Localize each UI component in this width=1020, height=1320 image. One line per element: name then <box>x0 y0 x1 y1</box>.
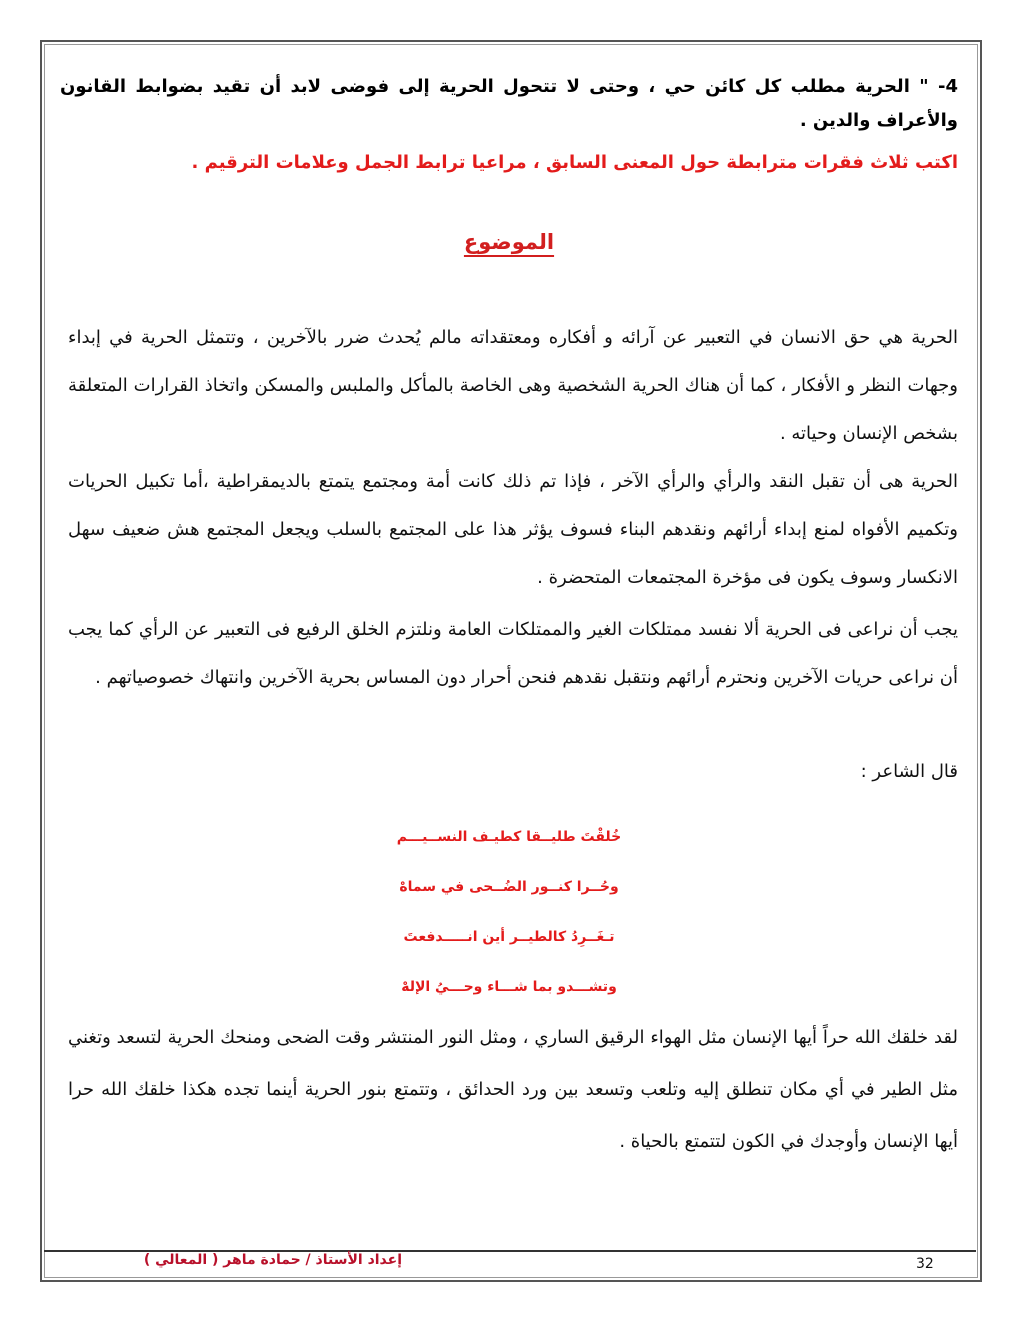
instruction-text: اكتب ثلاث فقرات مترابطة حول المعنى السابق ، مراعيا ترابط الجمل وعلامات الترقيم . <box>191 152 958 173</box>
poem <box>60 812 958 1012</box>
poem-line-4: وتشـــدو بما شـــاء وحـــيُ الإلهْ <box>401 979 617 995</box>
poem-line-3: تـغَــرِدُ كالطيــر أين انـــــدفعتَ <box>403 929 615 945</box>
essay-paragraph-4: لقد خلقك الله حراً أيها الإنسان مثل الهواء الرقيق الساري ، ومثل النور المنتشر وقت الضحى ومنحك الحرية لتسعد وتغني مثل الطير في أي مكان تنطلق إليه وتلعب وتسعد بين ورد الحدائق ، وتتمتع بنور الحرية أينما تجده هكذا خلقك الله حرا أيها الإنسان وأوجدك في الكون لتتمتع بالحياة . <box>68 1027 958 1152</box>
poem-line-1: خُلقْتَ طليــقا كطيـف النســيـــم <box>396 829 622 845</box>
essay-paragraph-1: الحرية هي حق الانسان في التعبير عن آرائه و أفكاره ومعتقداته مالم يُحدث ضرر بالآخرين ، وتتمثل الحرية في إبداء وجهات النظر و الأفكار ، كما أن هناك الحرية الشخصية وهى الخاصة بالمأكل والملبس والمسكن واتخاذ القرارات المتعلقة بشخص الإنسان وحياته . <box>68 327 958 444</box>
page-number: 32 <box>916 1256 934 1272</box>
author-credit: إعداد الأستاذ / حمادة ماهر ( المعالي ) <box>143 1252 402 1268</box>
poem-line-2: وحُــرا كنــور الضُــحى في سماهْ <box>399 879 619 895</box>
question-text: 4- " الحرية مطلب كل كائن حي ، وحتى لا تتحول الحرية إلى فوضى لابد أن تقيد بضوابط القانون والأعراف والدين . <box>60 76 958 131</box>
poet-intro: قال الشاعر : <box>860 761 958 782</box>
page-footer <box>60 1252 958 1274</box>
essay-paragraph-2: الحرية هى أن تقبل النقد والرأي والرأي الآخر ، فإذا تم ذلك كانت أمة ومجتمع يتمتع بالديمقراطية ،أما تكبيل الحريات وتكميم الأفواه لمنع إبداء أرائهم ونقدهم البناء فسوف يؤثر هذا على المجتمع بالسلب ويجعل المجتمع هش ضعيف سهل الانكسار وسوف يكون فى مؤخرة المجتمعات المتحضرة . <box>68 471 958 588</box>
essay-paragraph-3: يجب أن نراعى فى الحرية ألا نفسد ممتلكات الغير والممتلكات العامة ونلتزم الخلق الرفيع فى التعبير عن الرأي كما يجب أن نراعى حريات الآخرين ونحترم أرائهم ونتقبل نقدهم فنحن أحرار دون المساس بحرية الآخرين وانتهاك خصوصياتهم . <box>68 619 958 688</box>
topic-title: الموضوع <box>463 230 555 254</box>
